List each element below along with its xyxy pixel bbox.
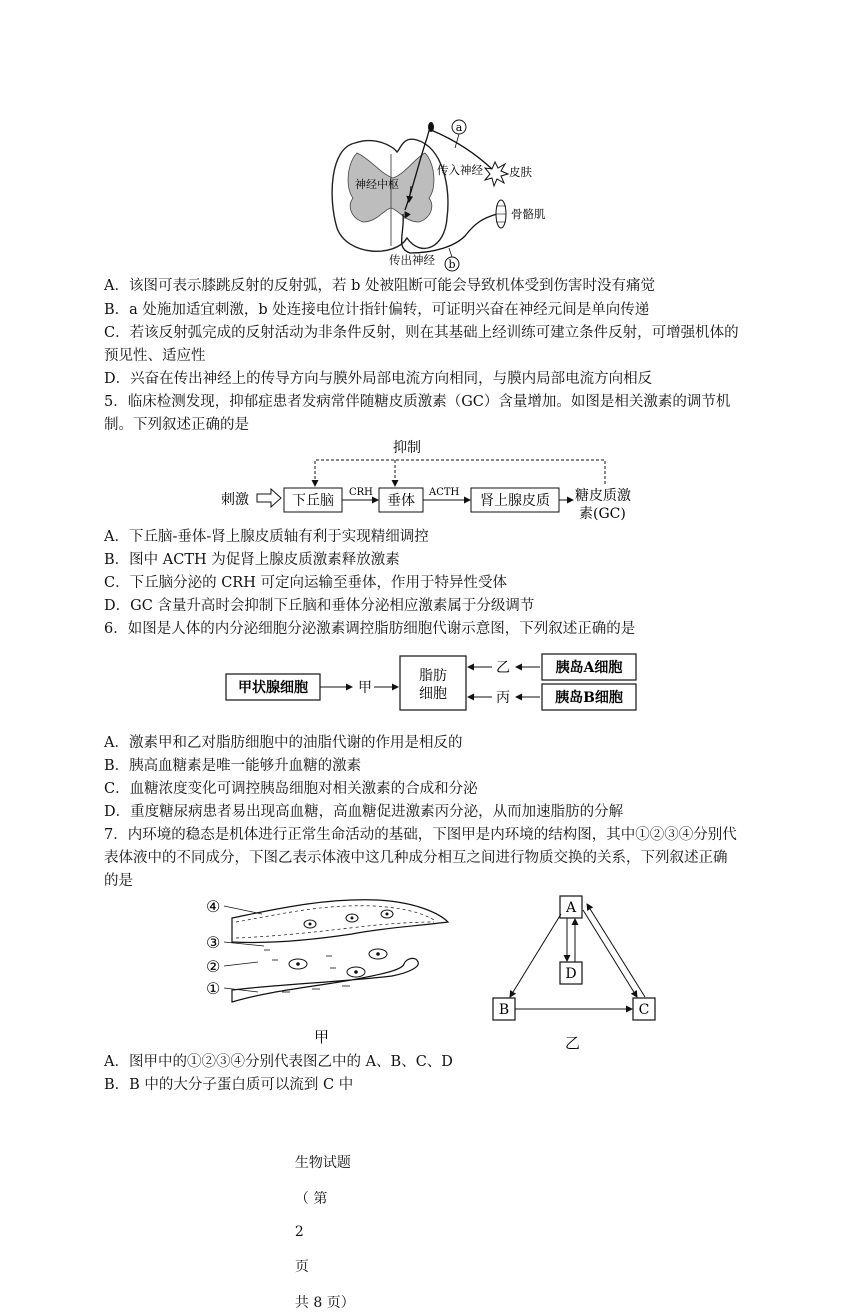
thyroid-label: 甲状腺细胞 <box>238 680 308 696</box>
q7-stem-line2: 表体液中的不同成分，下图乙表示体液中这几种成分相互之间进行物质交换的关系，下列叙述正确 <box>104 850 728 866</box>
islet-a-label: 胰岛A细胞 <box>555 660 623 676</box>
adrenal-label: 肾上腺皮质 <box>480 493 550 509</box>
figure-jia-caption: 甲 <box>314 1028 330 1046</box>
q4-option-c-cont: 预见性、适应性 <box>104 348 206 364</box>
fluid-exchange-diagram <box>485 892 665 1052</box>
q5-option-b: B．图中 ACTH 为促肾上腺皮质激素释放激素 <box>104 552 400 568</box>
q4-option-c: C．若该反射弧完成的反射活动为非条件反射，则在其基础上经训练可建立条件反射，可增强机体的 <box>104 325 739 341</box>
node-c-label: C <box>638 1002 650 1018</box>
q6-option-c: C．血糖浓度变化可调控胰岛细胞对相关激素的合成和分泌 <box>104 781 478 797</box>
node-a-label: A <box>565 900 577 916</box>
stimulus-label: 刺激 <box>221 492 249 508</box>
yi-label: 乙 <box>496 660 510 676</box>
islet-b-label: 胰岛B细胞 <box>555 690 623 706</box>
reflex-arc-diagram <box>325 118 555 273</box>
fat-label-line2: 细胞 <box>419 686 447 702</box>
hypothalamus-label: 下丘脑 <box>292 493 334 509</box>
afferent-label: 传入神经 <box>437 163 483 177</box>
q5-option-a: A．下丘脑-垂体-肾上腺皮质轴有利于实现精细调控 <box>104 529 429 545</box>
crh-label: CRH <box>349 487 373 498</box>
q7-option-b: B．B 中的大分子蛋白质可以流到 C 中 <box>104 1077 354 1093</box>
footer-subject: 生物试题 <box>294 1155 351 1171</box>
node-b-label: B <box>498 1002 510 1018</box>
footer-total: 共 8 页） <box>294 1295 355 1311</box>
fat-label-line1: 脂肪 <box>419 668 447 684</box>
marker-4: ④ <box>206 897 221 916</box>
gc-label-line2: 素(GC) <box>579 506 626 522</box>
q5-option-c: C．下丘脑分泌的 CRH 可定向运输至垂体，作用于特异性受体 <box>104 575 507 591</box>
marker-3: ③ <box>206 933 221 952</box>
q5-option-d: D．GC 含量升高时会抑制下丘脑和垂体分泌相应激素属于分级调节 <box>104 598 535 614</box>
q6-option-a: A．激素甲和乙对脂肪细胞中的油脂代谢的作用是相反的 <box>104 735 463 751</box>
footer-page-number: 2 <box>294 1224 304 1240</box>
page-footer <box>286 1136 355 1312</box>
marker-1: ① <box>206 979 221 998</box>
q4-option-b: B．a 处施加适宜刺激，b 处连接电位计指针偏转，可证明兴奋在神经元间是单向传递 <box>104 302 650 318</box>
node-d-label: D <box>565 966 577 982</box>
hpa-axis-diagram <box>215 436 675 524</box>
figure-yi-caption: 乙 <box>565 1034 581 1052</box>
q6-option-b: B．胰高血糖素是唯一能够升血糖的激素 <box>104 758 362 774</box>
skin-label: 皮肤 <box>509 165 532 179</box>
q6-stem: 6．如图是人体的内分泌细胞分泌激素调控脂肪细胞代谢示意图，下列叙述正确的是 <box>104 621 636 637</box>
q4-option-d: D．兴奋在传出神经上的传导方向与膜外局部电流方向相同，与膜内局部电流方向相反 <box>104 371 653 387</box>
internal-environment-diagram <box>202 892 452 1050</box>
q7-stem-line1: 7．内环境的稳态是机体进行正常生命活动的基础，下图甲是内环境的结构图，其中①②③④分别代 <box>104 827 737 843</box>
muscle-label: 骨骼肌 <box>511 207 546 221</box>
inhibit-label: 抑制 <box>393 440 421 456</box>
q7-option-a: A．图甲中的①②③④分别代表图乙中的 A、B、C、D <box>104 1054 453 1070</box>
footer-page-unit: 页 <box>294 1259 309 1275</box>
center-label: 神经中枢 <box>355 178 399 191</box>
fat-cell-diagram <box>222 650 642 718</box>
q5-stem-line2: 制。下列叙述正确的是 <box>104 417 249 433</box>
efferent-label: 传出神经 <box>389 253 435 267</box>
bing-label: 丙 <box>496 690 510 706</box>
label-b: b <box>448 258 456 271</box>
footer-paren-open: （ 第 <box>294 1191 328 1207</box>
marker-2: ② <box>206 957 221 976</box>
label-a: a <box>455 121 463 134</box>
gc-label-line1: 糖皮质激 <box>575 488 631 504</box>
jia-label: 甲 <box>358 680 372 696</box>
q7-stem-line3: 的是 <box>104 873 133 889</box>
q5-stem-line1: 5．临床检测发现，抑郁症患者发病常伴随糖皮质激素（GC）含量增加。如图是相关激素的调节机 <box>104 394 731 410</box>
q4-option-a: A．该图可表示膝跳反射的反射弧，若 b 处被阻断可能会导致机体受到伤害时没有痛觉 <box>104 278 655 294</box>
pituitary-label: 垂体 <box>387 493 415 509</box>
q6-option-d: D．重度糖尿病患者易出现高血糖，高血糖促进激素丙分泌，从而加速脂肪的分解 <box>104 804 624 820</box>
acth-label: ACTH <box>429 487 460 498</box>
